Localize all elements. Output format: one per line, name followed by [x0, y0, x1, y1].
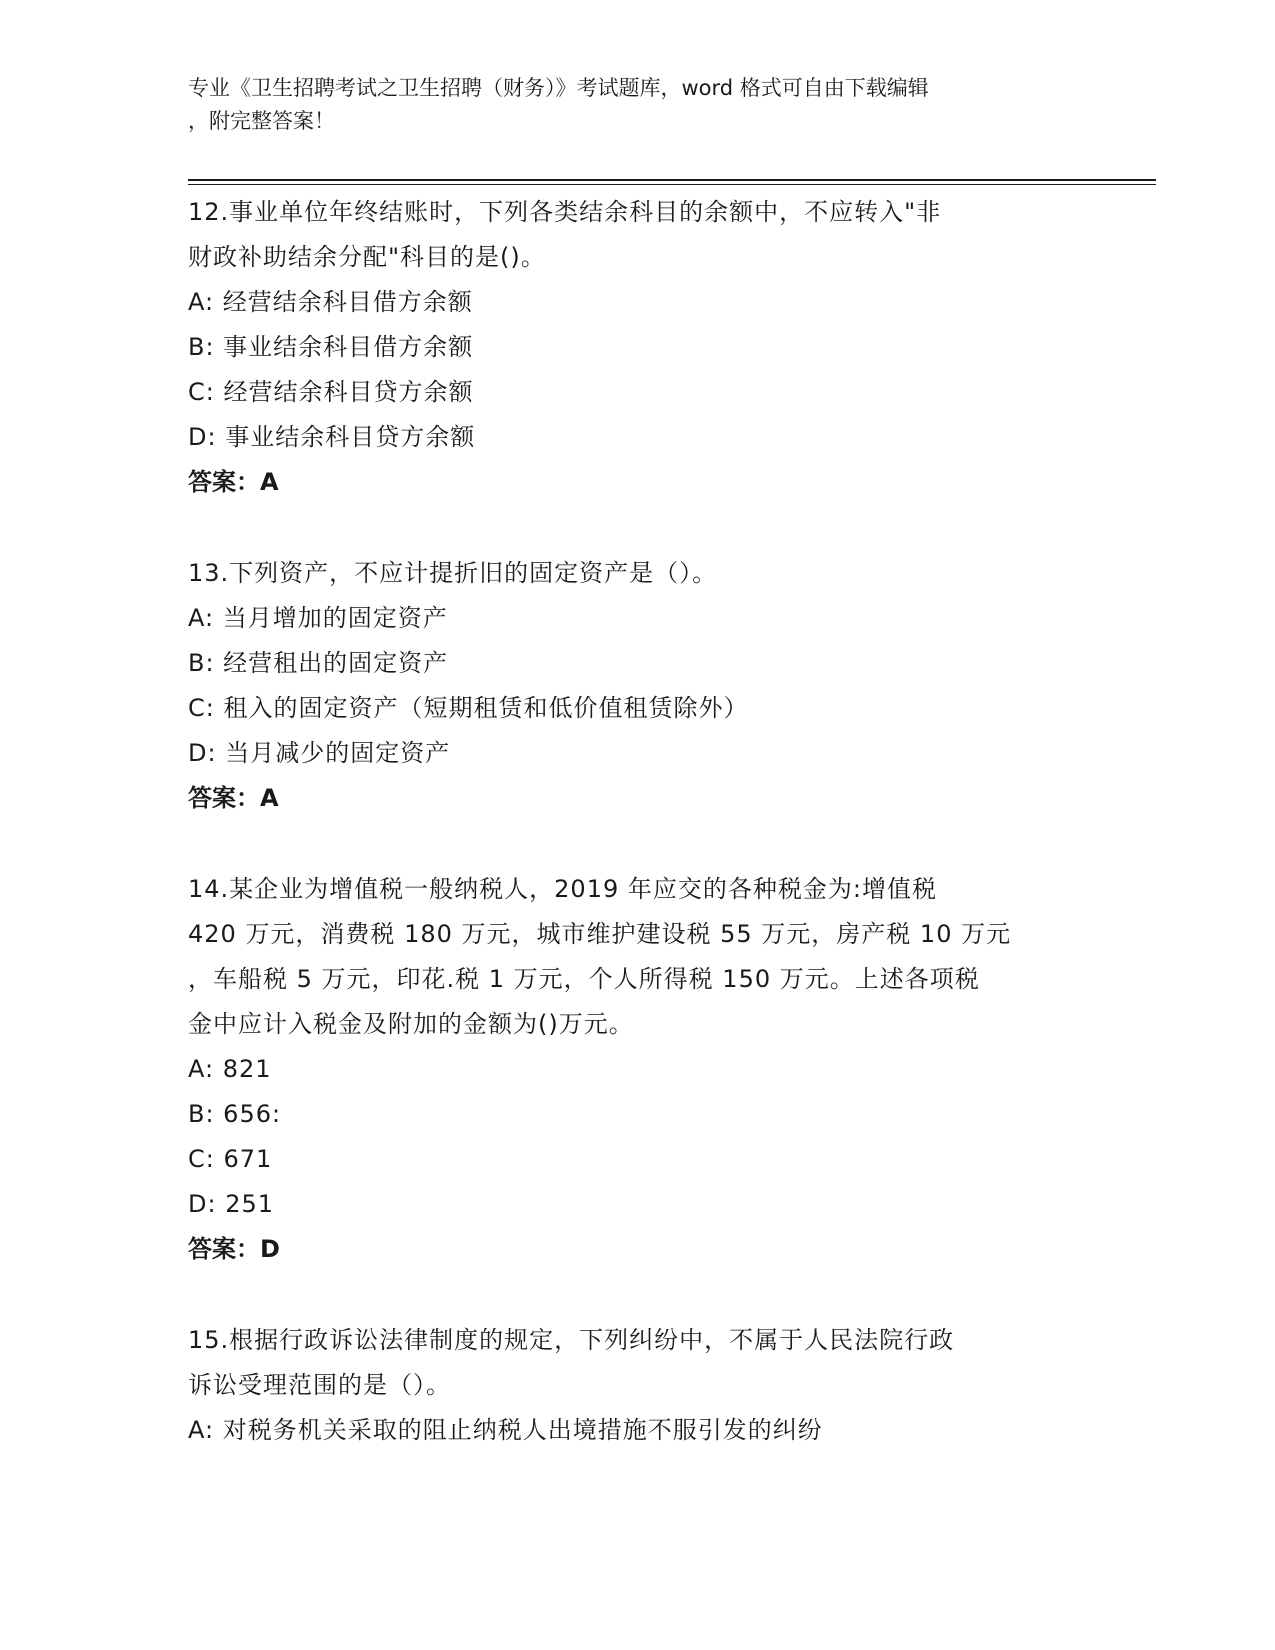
- question-text-line: 12.事业单位年终结账时，下列各类结余科目的余额中，不应转入"非: [188, 198, 942, 226]
- option-c: C: 经营结余科目贷方余额: [188, 378, 474, 406]
- header-divider-thin: [188, 184, 1156, 185]
- option-d: D: 当月减少的固定资产: [188, 739, 451, 767]
- question-spacer: [188, 505, 1088, 551]
- document-header: 专业《卫生招聘考试之卫生招聘（财务）》考试题库，word 格式可自由下载编辑 ，附完整答案！: [188, 76, 929, 133]
- question-text-line: 420 万元，消费税 180 万元，城市维护建设税 55 万元，房产税 10 万元: [188, 920, 1012, 948]
- option-c: C: 租入的固定资产（短期租赁和低价值租赁除外）: [188, 694, 749, 722]
- option-a: A: 821: [188, 1055, 272, 1083]
- option-a: A: 当月增加的固定资产: [188, 604, 448, 632]
- question-text-line: 金中应计入税金及附加的金额为()万元。: [188, 1010, 634, 1038]
- header-divider-thick: [188, 179, 1156, 181]
- option-b: B: 事业结余科目借方余额: [188, 333, 474, 361]
- answer: 答案：D: [188, 1235, 280, 1263]
- option-b: B: 656:: [188, 1100, 282, 1128]
- question-13: [188, 551, 1088, 821]
- question-14: [188, 867, 1088, 1272]
- option-a: A: 对税务机关采取的阻止纳税人出境措施不服引发的纠纷: [188, 1416, 823, 1444]
- option-c: C: 671: [188, 1145, 273, 1173]
- question-spacer: [188, 821, 1088, 867]
- question-text-line: ，车船税 5 万元，印花.税 1 万元，个人所得税 150 万元。上述各项税: [188, 965, 980, 993]
- question-text-line: 14.某企业为增值税一般纳税人，2019 年应交的各种税金为:增值税: [188, 875, 937, 903]
- question-12: [188, 190, 1088, 505]
- answer: 答案：A: [188, 468, 279, 496]
- option-a: A: 经营结余科目借方余额: [188, 288, 473, 316]
- question-list: [188, 190, 1088, 1453]
- question-spacer: [188, 1272, 1088, 1318]
- question-text-line: 15.根据行政诉讼法律制度的规定，下列纠纷中，不属于人民法院行政: [188, 1326, 955, 1354]
- question-text-line: 财政补助结余分配"科目的是()。: [188, 243, 546, 271]
- option-d: D: 事业结余科目贷方余额: [188, 423, 476, 451]
- answer: 答案：A: [188, 784, 279, 812]
- option-b: B: 经营租出的固定资产: [188, 649, 449, 677]
- question-text-line: 诉讼受理范围的是（）。: [188, 1371, 451, 1399]
- question-text-line: 13.下列资产，不应计提折旧的固定资产是（）。: [188, 559, 718, 587]
- question-15: [188, 1318, 1088, 1453]
- option-d: D: 251: [188, 1190, 275, 1218]
